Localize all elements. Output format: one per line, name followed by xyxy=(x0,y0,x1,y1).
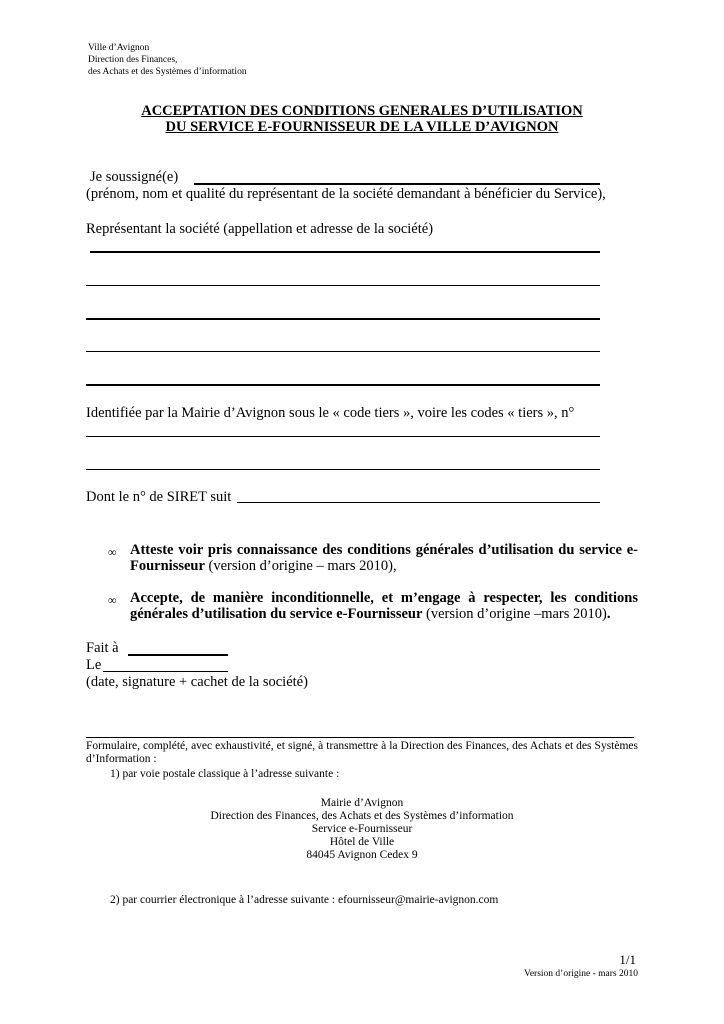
instructions-item-1: 1) par voie postale classique à l’adresse suivante : xyxy=(110,768,340,780)
representant-label: Représentant la société (appellation et adresse de la société) xyxy=(86,221,434,237)
code-tiers-field-line-2[interactable] xyxy=(86,469,600,470)
letterhead xyxy=(88,42,247,78)
soussigne-field-line[interactable] xyxy=(194,183,600,185)
representant-field-line-3[interactable] xyxy=(86,318,600,320)
instructions-intro: Formulaire, complété, avec exhaustivité, et signé, à transmettre à la Direction des Finances, des Achats et des Systèmes d’Information : xyxy=(86,740,638,765)
le-label: Le xyxy=(86,657,102,673)
version-note: Version d’origine - mars 2010 xyxy=(524,969,638,979)
identifiee-label: Identifiée par la Mairie d’Avignon sous le « code tiers », voire les codes « tiers », n° xyxy=(86,405,575,421)
address-line-4: Hôtel de Ville xyxy=(329,836,395,848)
siret-label: Dont le n° de SIRET suit xyxy=(86,489,232,505)
attestation-bold: Atteste voir pris connaissance des conditions générales d’utilisation du service e-Fournisseur xyxy=(130,542,638,574)
fait-label: Fait à xyxy=(86,640,119,656)
attestation-version: (version d’origine – mars 2010), xyxy=(204,558,397,574)
title-line-1: ACCEPTATION DES CONDITIONS GENERALES D’UTILISATION xyxy=(141,103,583,119)
attestation-statement xyxy=(130,542,638,574)
acceptance-tail: . xyxy=(606,606,611,622)
soussigne-label: Je soussigné(e) xyxy=(90,169,179,185)
address-line-5: 84045 Avignon Cedex 9 xyxy=(306,849,418,861)
instructions-separator xyxy=(86,737,634,738)
title-line-2: DU SERVICE E-FOURNISSEUR DE LA VILLE D’AVIGNON xyxy=(165,119,559,135)
bullet-symbol-1: ∞ xyxy=(108,545,117,559)
fait-field-line[interactable] xyxy=(128,654,228,656)
address-line-2: Direction des Finances, des Achats et des Systèmes d’information xyxy=(210,810,514,822)
acceptance-version: (version d’origine –mars 2010) xyxy=(422,606,607,622)
representant-field-line-5[interactable] xyxy=(86,384,600,386)
representant-field-line-1[interactable] xyxy=(90,251,600,253)
code-tiers-field-line-1[interactable] xyxy=(86,436,600,437)
date-field-line[interactable] xyxy=(103,671,228,672)
signature-hint: (date, signature + cachet de la société) xyxy=(86,674,308,690)
header-direction: Direction des Finances, xyxy=(88,55,178,65)
postal-address xyxy=(0,797,724,862)
acceptance-statement xyxy=(130,590,638,622)
instructions-item-2: 2) par courrier électronique à l’adresse suivante : efournisseur@mairie-avignon.com xyxy=(110,894,499,906)
representant-field-line-4[interactable] xyxy=(86,351,600,352)
page-number: 1/1 xyxy=(619,952,636,967)
address-line-1: Mairie d’Avignon xyxy=(320,797,404,809)
representant-field-line-2[interactable] xyxy=(86,285,600,286)
header-city: Ville d’Avignon xyxy=(88,43,150,53)
acceptance-bold: Accepte, de manière inconditionnelle, et m’engage à respecter, les conditions générales d’utilisation du service e-Fournisseur xyxy=(130,590,638,622)
soussigne-hint: (prénom, nom et qualité du représentant de la société demandant à bénéficier du Service), xyxy=(86,186,606,202)
document-title xyxy=(0,103,724,135)
address-line-3: Service e-Fournisseur xyxy=(311,823,413,835)
header-department: des Achats et des Systèmes d’information xyxy=(88,67,247,77)
siret-field-line[interactable] xyxy=(237,502,600,503)
bullet-symbol-2: ∞ xyxy=(108,593,117,607)
